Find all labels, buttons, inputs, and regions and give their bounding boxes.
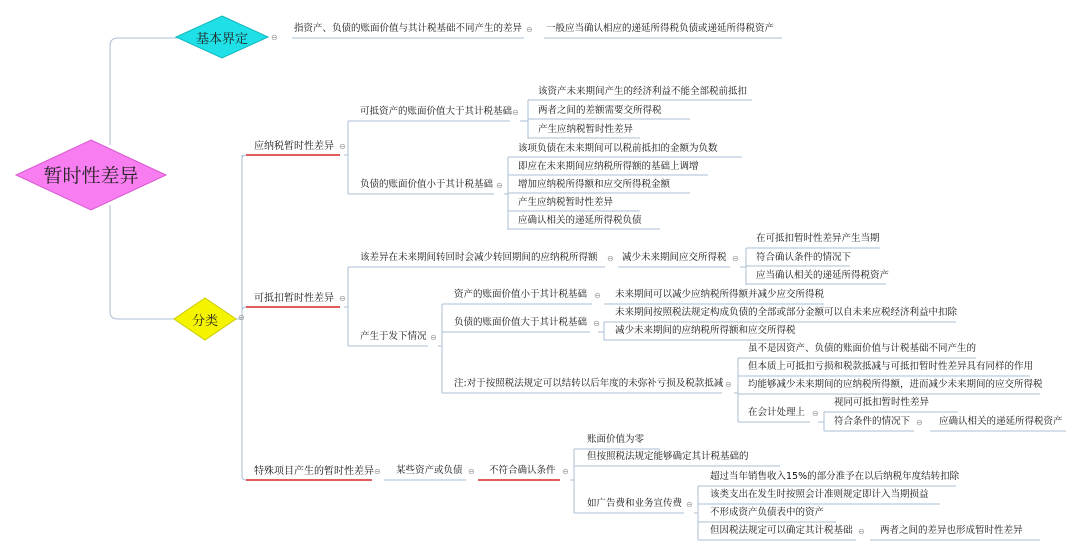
- collapse-icon[interactable]: ⊖: [593, 319, 600, 328]
- collapse-icon[interactable]: ⊖: [339, 294, 346, 303]
- list-item: 增加应纳税所得额和应交所得税金额: [518, 179, 671, 190]
- list-item: 该类支出在发生时按照会计准则规定即计入当期损益: [710, 489, 929, 500]
- collapse-icon[interactable]: ⊖: [526, 25, 533, 34]
- list-item: 但因税法规定可以确定其计税基础: [710, 525, 853, 536]
- list-item: 该资产未来期间产生的经济利益不能全部税前抵扣: [538, 86, 748, 97]
- list-item: 超过当年销售收入15%的部分准予在以后纳税年度结转扣除: [710, 471, 960, 482]
- collapse-icon[interactable]: ⊖: [496, 181, 503, 190]
- collapse-icon[interactable]: ⊖: [916, 418, 923, 427]
- list-item: 减少未来期间的应纳税所得额和应交所得税: [615, 325, 796, 336]
- root-node[interactable]: 暂时性差异: [43, 165, 139, 187]
- collapse-icon[interactable]: ⊖: [686, 500, 693, 509]
- collapse-icon[interactable]: ⊖: [374, 467, 381, 476]
- special-condition: 不符合确认条件: [489, 465, 556, 476]
- deductible-node[interactable]: 可抵扣暂时性差异: [254, 293, 334, 304]
- collapse-icon[interactable]: ⊖: [238, 313, 245, 322]
- definition-node[interactable]: 基本界定: [195, 32, 248, 47]
- list-item: 在可抵扣暂时性差异产生当期: [756, 233, 880, 244]
- special-node[interactable]: 特殊项目产生的暂时性差异: [254, 466, 374, 477]
- special-subject: 某些资产或负债: [396, 465, 463, 476]
- taxable-node[interactable]: 应纳税暂时性差异: [254, 141, 334, 152]
- connector-line: [110, 205, 178, 319]
- connector-line: [242, 155, 246, 159]
- case-asset: 资产的账面价值小于其计税基础: [454, 289, 588, 300]
- taxable-liability: 负债的账面价值小于其计税基础: [360, 179, 494, 190]
- connector-line: [242, 476, 246, 480]
- special-result: 两者之间的差异也形成暂时性差异: [880, 525, 1023, 536]
- accounting-node: 在会计处理上: [748, 407, 806, 418]
- list-item: 应当确认相关的递延所得税资产: [756, 270, 890, 281]
- list-item: 应确认相关的递延所得税负债: [518, 215, 642, 226]
- classification-node[interactable]: 分类: [191, 314, 218, 329]
- list-item: 即应在未来期间应纳税所得额的基础上调增: [518, 161, 699, 172]
- case-loss-note: 注:对于按照税法规定可以结转以后年度的未弥补亏损及税款抵减: [454, 378, 724, 389]
- connector-line: [242, 307, 246, 311]
- collapse-icon[interactable]: ⊖: [858, 527, 865, 536]
- list-item: 均能够减少未来期间的应纳税所得额，进而减少未来期间的应交所得税: [748, 379, 1043, 390]
- list-item: 符合确认条件的情况下: [756, 252, 852, 263]
- collapse-icon[interactable]: ⊖: [812, 409, 819, 418]
- collapse-icon[interactable]: ⊖: [512, 108, 519, 117]
- deductible-reason: 该差异在未来期间转回时会减少转回期间的应纳税所得额: [360, 252, 598, 263]
- list-item: 视同可抵扣暂时性差异: [834, 397, 930, 408]
- case-liability: 负债的账面价值大于其计税基础: [454, 317, 588, 328]
- collapse-icon[interactable]: ⊖: [468, 467, 475, 476]
- list-item: 未来期间按照税法规定构成负债的全部或部分金额可以自未来应税经济利益中扣除: [615, 307, 958, 318]
- list-item: 产生应纳税暂时性差异: [518, 197, 614, 208]
- list-item: 虽不是因资产、负债的账面价值与计税基础不同产生的: [748, 343, 977, 354]
- list-item: 不形成资产负债表中的资产: [710, 507, 825, 518]
- deductible-cases: 产生于发下情况: [360, 331, 427, 342]
- special-example: 如广告费和业务宣传费: [587, 498, 683, 509]
- collapse-icon[interactable]: ⊖: [732, 254, 739, 263]
- collapse-icon[interactable]: ⊖: [562, 467, 569, 476]
- list-item: 该项负债在未来期间可以税前抵扣的金额为负数: [518, 143, 718, 154]
- collapse-icon[interactable]: ⊖: [725, 380, 732, 389]
- list-item: 符合条件的情况下: [834, 416, 911, 427]
- definition-result: 一般应当确认相应的递延所得税负债或递延所得税资产: [546, 23, 775, 34]
- collapse-icon[interactable]: ⊖: [430, 333, 437, 342]
- collapse-icon[interactable]: ⊖: [271, 33, 278, 42]
- collapse-icon[interactable]: ⊖: [339, 142, 346, 151]
- list-item: 两者之间的差额需要交所得税: [538, 105, 662, 116]
- case-asset-result: 未来期间可以减少应纳税所得额并减少应交所得税: [615, 289, 825, 300]
- collapse-icon[interactable]: ⊖: [607, 254, 614, 263]
- accounting-result: 应确认相关的递延所得税资产: [939, 416, 1063, 427]
- list-item: 账面价值为零: [587, 434, 645, 445]
- deductible-effect: 减少未来期间应交所得税: [622, 252, 727, 263]
- collapse-icon[interactable]: ⊖: [594, 291, 601, 300]
- definition-text: 指资产、负债的账面价值与其计税基础不同产生的差异: [294, 23, 523, 34]
- list-item: 但按照税法规定能够确定其计税基础的: [587, 451, 749, 462]
- list-item: 但本质上可抵扣亏损和税款抵减与可抵扣暂时性差异具有同样的作用: [748, 361, 1034, 372]
- taxable-asset: 可抵资产的账面价值大于其计税基础: [360, 106, 513, 117]
- list-item: 产生应纳税暂时性差异: [538, 124, 634, 135]
